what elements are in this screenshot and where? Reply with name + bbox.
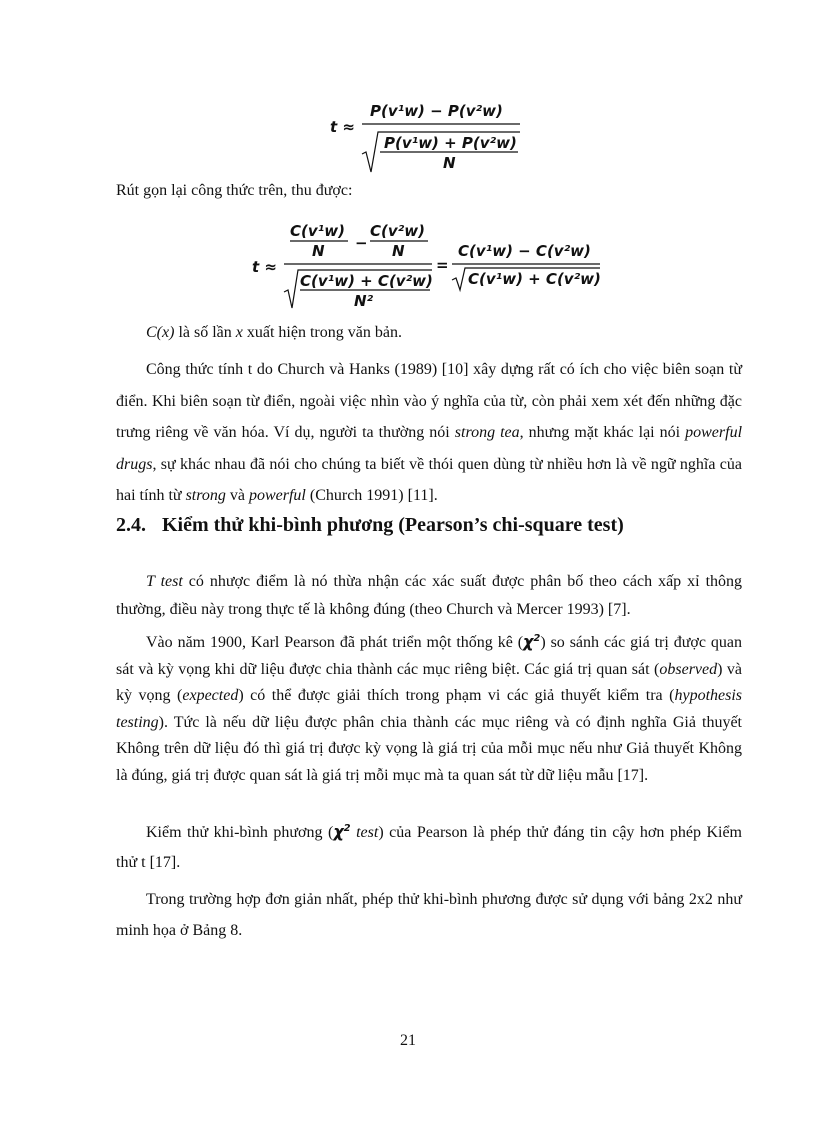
- church-text-1: Công thức tính t do Church và Hanks (1989) [10] xây dựng rất có ích cho việc biên soạn từ điển. Khi biên soạn từ điển, ngoài việc nhìn vào ý nghĩa của từ, còn phải xem xét đến những đặc trưng riêng về văn hóa. Ví dụ, người ta thường nói: [116, 361, 742, 441]
- pearson-chi-square-exponent: 2: [533, 633, 541, 644]
- eq2-inner-a-n: N: [312, 242, 325, 260]
- church-text-2: , nhưng mặt khác lại nói: [519, 424, 686, 441]
- church-italic-strong: strong: [185, 487, 226, 504]
- cx-rest: xuất hiện trong văn bản.: [242, 324, 402, 341]
- eq1-lhs: t ≈: [330, 118, 355, 136]
- reliable-chi-square-exponent: 2: [343, 823, 351, 834]
- eq2-minus: −: [355, 234, 368, 252]
- equation-t-probability: [330, 96, 530, 176]
- cx-var: x: [235, 324, 243, 341]
- paragraph-cx-definition: [116, 318, 742, 348]
- church-text-5: (Church 1991) [11].: [305, 487, 438, 504]
- eq1-denominator-n: N: [443, 154, 456, 172]
- pearson-italic-observed: observed: [659, 660, 718, 678]
- section-heading: [116, 514, 624, 537]
- reliable-text-1: Kiểm thử khi-bình phương (: [146, 824, 334, 841]
- eq2-inner-b: C(v²w): [370, 222, 425, 240]
- pearson-text-1: Vào năm 1900, Karl Pearson đã phát triển một thống kê (: [146, 634, 524, 651]
- section-number: 2.4.: [116, 514, 146, 536]
- t-test-text: có nhược điểm là nó thừa nhận các xác suất được phân bố theo cách xấp xỉ thông thường, điều này trong thực tế là không đúng (theo Church và Mercer 1993) [7].: [116, 573, 743, 618]
- eq2-equals: =: [436, 256, 449, 274]
- paragraph-t-test-weakness: [116, 568, 742, 624]
- pearson-text-2: ) so sánh các giá trị được quan sát và kỳ vọng khi dữ liệu được chia thành các mục riêng biệt. Các giá trị quan sát (: [116, 634, 742, 678]
- equation-t-probability-svg: [330, 96, 530, 176]
- paragraph-pearson-1900: [116, 626, 742, 789]
- church-text-4: và: [225, 487, 249, 504]
- eq2-inner-b-n: N: [392, 242, 405, 260]
- equation-t-counts: [252, 218, 612, 308]
- pearson-text-3: ) và kỳ vọng (: [116, 660, 742, 704]
- church-italic-powerful: powerful: [248, 487, 306, 504]
- reliable-italic-test: test: [350, 824, 379, 841]
- eq2-rhs-denominator: C(v¹w) + C(v²w): [468, 270, 601, 288]
- pearson-italic-expected: expected: [182, 687, 239, 704]
- paragraph-church-hanks: [116, 354, 742, 512]
- eq2-inner-a: C(v¹w): [290, 222, 345, 240]
- cx-term: C(x): [146, 324, 175, 341]
- reliable-chi-symbol: χ: [333, 822, 344, 841]
- eq2-denominator-n2: N²: [354, 292, 374, 310]
- paragraph-simplify: Rút gọn lại công thức trên, thu được:: [116, 182, 353, 199]
- church-italic-powerful-drugs: powerful drugs: [116, 424, 743, 473]
- paragraph-reliable-test: [116, 814, 742, 878]
- eq2-rhs-numerator: C(v¹w) − C(v²w): [458, 242, 591, 260]
- eq2-lhs: t ≈: [252, 258, 277, 276]
- paragraph-2x2-table: Trong trường hợp đơn giản nhất, phép thử khi-bình phương được sử dụng với bảng 2x2 như minh họa ở Bảng 8.: [116, 891, 742, 939]
- church-text-3: , sự khác nhau đã nói cho chúng ta biết về thói quen dùng từ nhiều hơn là về ngữ nghĩa của hai tính từ: [116, 455, 742, 504]
- eq2-denominator-numerator: C(v¹w) + C(v²w): [300, 272, 433, 290]
- pearson-text-5: ). Tức là nếu dữ liệu được phân chia thành các mục riêng và có định nghĩa Giả thuyết Không trên dữ liệu đó thì giá trị được kỳ vọng là giá trị của mỗi mục nếu như Giả thuyết Không là đúng, giá trị được quan sát là giá trị mỗi mục mà ta quan sát từ dữ liệu mẫu [17].: [116, 713, 742, 784]
- pearson-italic-hypothesis-testing: hypothesis testing: [116, 687, 743, 731]
- pearson-text-4: ) có thể được giải thích trong phạm vi các giả thuyết kiểm tra (: [238, 687, 675, 704]
- eq1-numerator: P(v¹w) − P(v²w): [370, 102, 503, 120]
- cx-mid: là số lần: [174, 324, 236, 341]
- section-title: Kiểm thử khi-bình phương (Pearson’s chi-square test): [162, 514, 624, 536]
- church-italic-strong-tea: strong tea: [454, 424, 520, 441]
- reliable-text-2: ) của Pearson là phép thử đáng tin cậy hơn phép Kiểm thử t [17].: [116, 824, 742, 871]
- t-test-italic: T test: [146, 573, 183, 590]
- pearson-chi-symbol: χ: [523, 632, 534, 651]
- page-number: 21: [400, 1032, 416, 1049]
- eq1-denominator-numerator: P(v¹w) + P(v²w): [384, 134, 517, 152]
- equation-t-counts-svg: [252, 218, 612, 308]
